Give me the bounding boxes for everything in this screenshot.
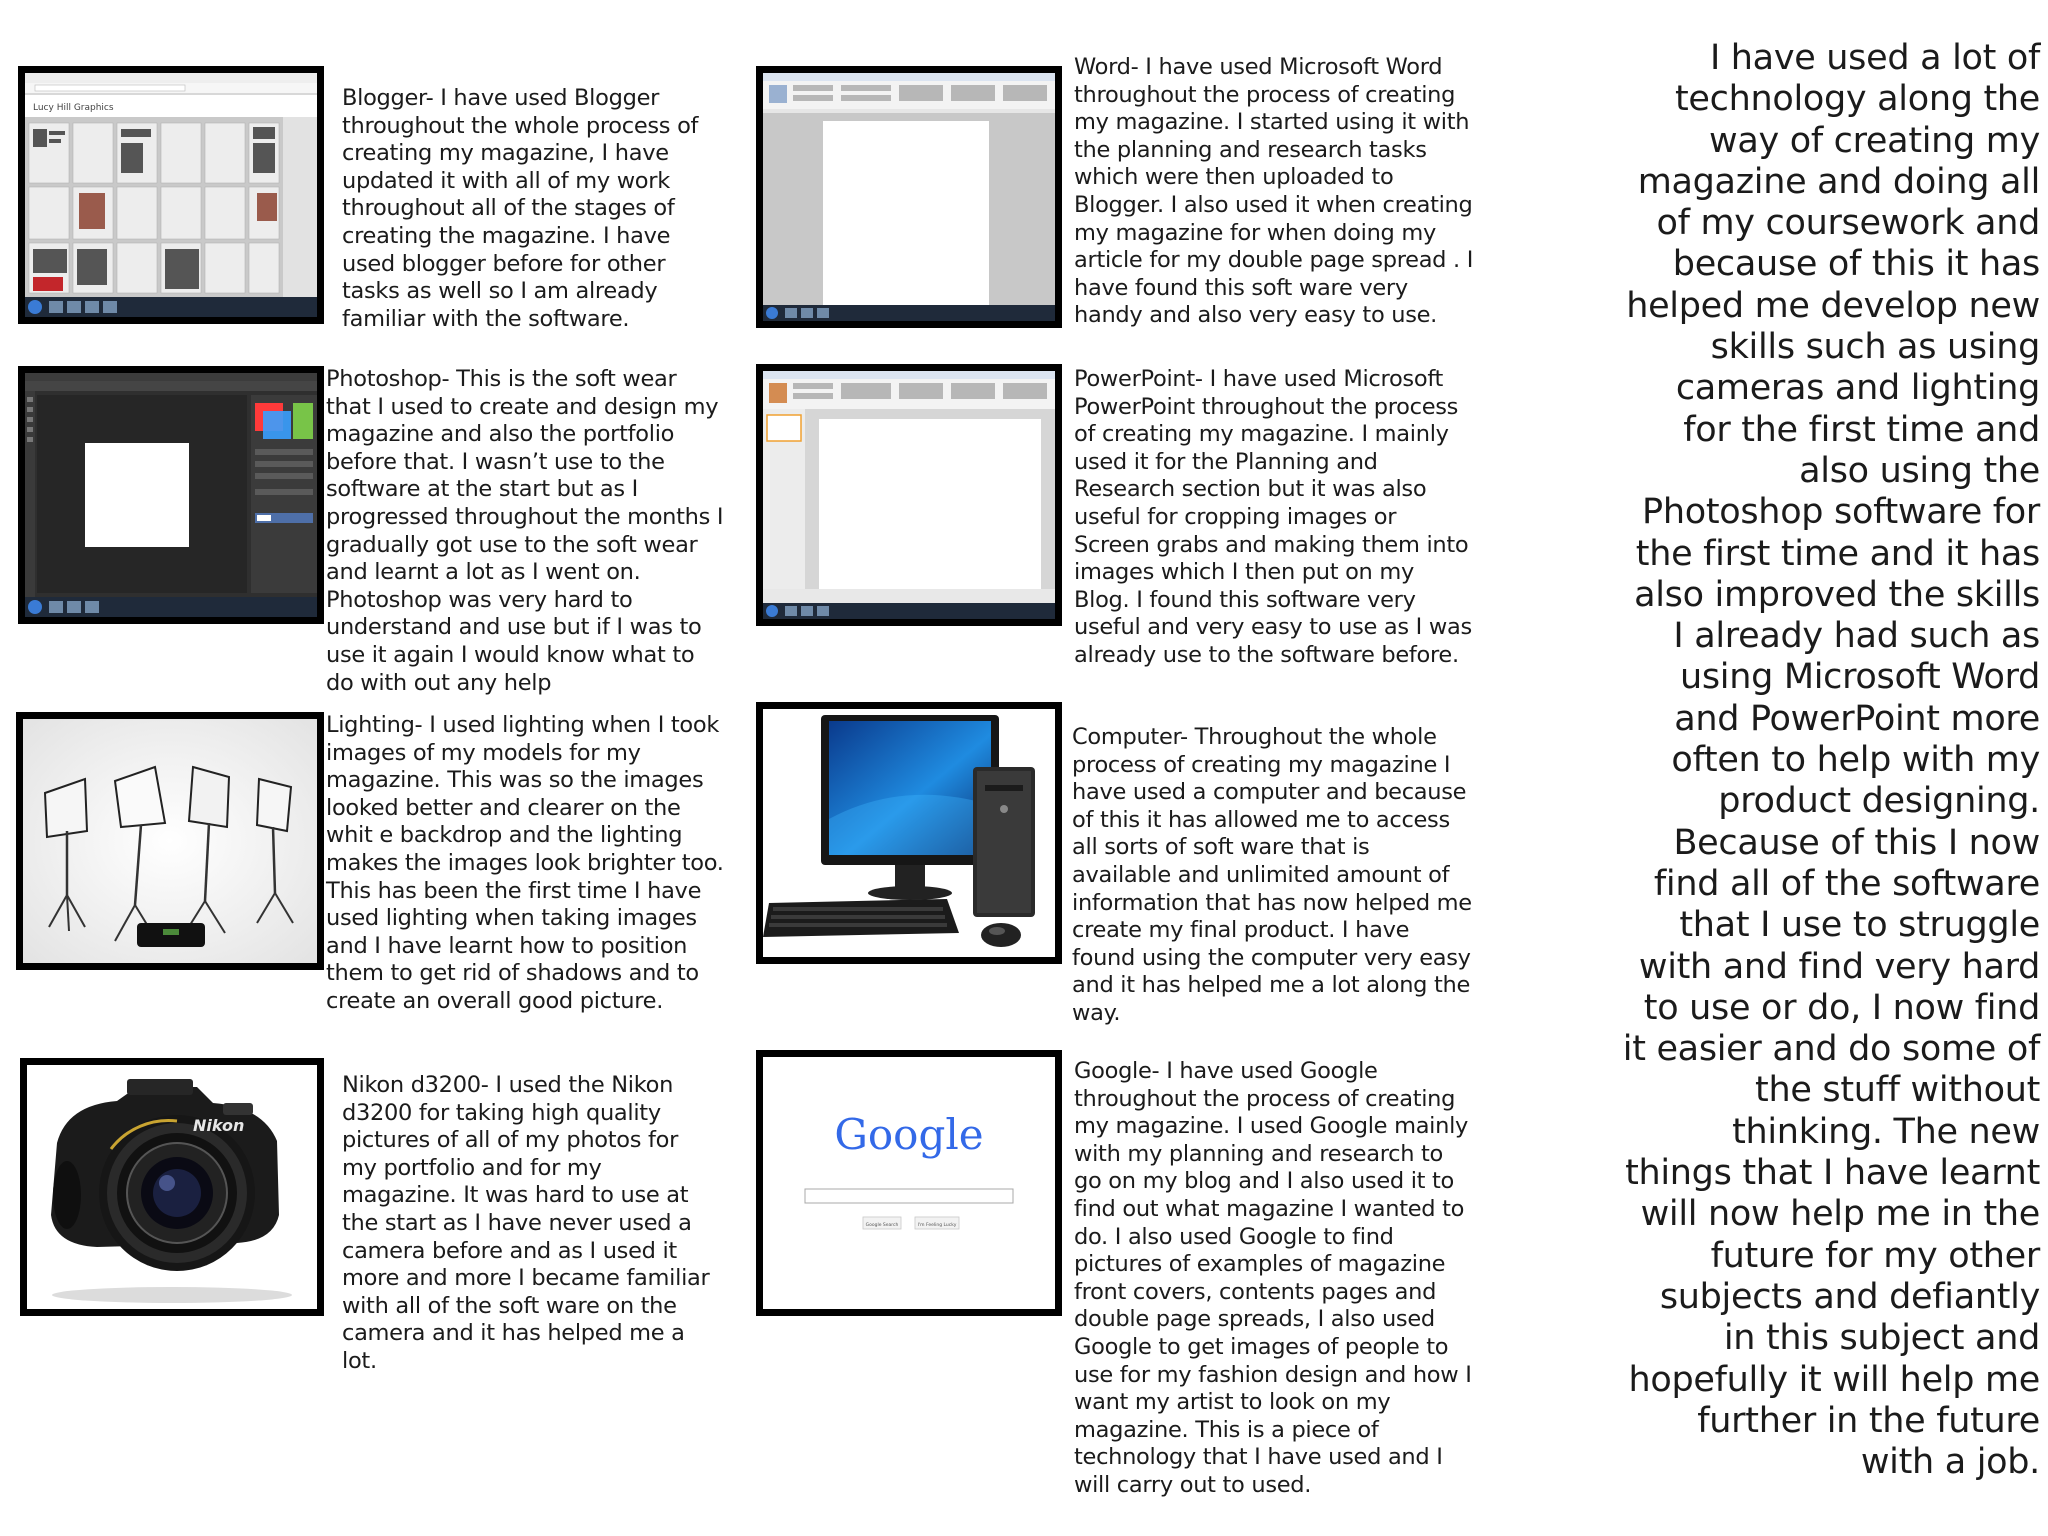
- lighting-photo: [16, 712, 324, 970]
- word-screenshot: [756, 66, 1062, 328]
- photoshop-description: Photoshop- This is the soft wear that I used to create and design my magazine and also the portfolio before that. I wasn’t use to the software at the start but as I progressed throughout the months I gradually got use to the soft wear and learnt a lot as I went on. Photoshop was very hard to understand and use but if I was to use it again I would know what to do with out any help: [326, 366, 724, 696]
- blogger-screenshot-art: [25, 73, 317, 317]
- nikon-camera-photo: [20, 1058, 324, 1316]
- google-homepage-art: [763, 1057, 1055, 1309]
- blogger-title-text: Lucy Hill Graphics: [33, 103, 114, 113]
- word-description: Word- I have used Microsoft Word throughout the process of creating my magazine. I started using it with the planning and research tasks which were then uploaded to Blogger. I also used it when creating my magazine for when doing my article for my double page spread . I have found this soft ware very handy and also very easy to use.: [1074, 54, 1474, 329]
- photoshop-screenshot-art: [25, 373, 317, 617]
- powerpoint-screenshot: [756, 364, 1062, 626]
- google-screenshot: [756, 1050, 1062, 1316]
- google-description: Google- I have used Google throughout the process of creating my magazine. I used Google mainly with my planning and research to go on my blog and I also used it to find out what magazine I wanted to do. I also used Google to find pictures of examples of magazine front covers, contents pages and double page spreads, I also used Google to get images of people to use for my fashion design and how I want my artist to look on my magazine. This is a piece of technology that I have used and I will carry out to used.: [1074, 1058, 1472, 1498]
- google-search-button: Google Search: [865, 1223, 899, 1228]
- summary-paragraph: I have used a lot of technology along the way of creating my magazine and doing all of my coursework and because of this it has helped me develop new skills such as using cameras and lighting for the first time and also using the Photoshop software for the first time and it has also improved the skills I already had such as using Microsoft Word and PowerPoint more often to help with my product designing. Because of this I now find all of the software that I use to struggle with and find very hard to use or do, I now find it easier and do some of the stuff without thinking. The new things that I have learnt will now help me in the future for my other subjects and defiantly in this subject and hopefully it will help me further in the future with a job.: [1622, 38, 2040, 1483]
- blogger-description: Blogger- I have used Blogger throughout the whole process of creating my magazine, I have updated it with all of my work throughout all of the stages of creating the magazine. I have used blogger before for other tasks as well so I am already familiar with the software.: [342, 85, 699, 332]
- computer-description: Computer- Throughout the whole process of creating my magazine I have used a computer and because of this it has allowed me to access all sorts of soft ware that is available and unlimited amount of information that has now helped me create my final product. I have found using the computer very easy and it has helped me a lot along the way.: [1072, 724, 1472, 1026]
- nikon-description: Nikon d3200- I used the Nikon d3200 for taking high quality pictures of all of my photos for my portfolio and for my magazine. It was hard to use at the start as I have never used a camera before and as I used it more and more I became familiar with all of the soft ware on the camera and it has helped me a lot.: [342, 1072, 710, 1374]
- powerpoint-description: PowerPoint- I have used Microsoft PowerPoint throughout the process of creating my magazine. I mainly used it for the Planning and Research section but it was also useful for cropping images or Screen grabs and making them into images which I then put on my Blog. I found this software very useful and very easy to use as I was already use to the software before.: [1074, 366, 1472, 668]
- nikon-brand-text: Nikon: [193, 1116, 245, 1135]
- computer-photo: [756, 702, 1062, 964]
- lighting-description: Lighting- I used lighting when I took images of my models for my magazine. This was so the images looked better and clearer on the whit e backdrop and the lighting makes the images look brighter too. This has been the first time I have used lighting when taking images and I have learnt how to position them to get rid of shadows and to create an overall good picture.: [326, 712, 724, 1014]
- desktop-computer-art: [763, 709, 1055, 957]
- google-logo-text: Google: [834, 1110, 984, 1159]
- word-screenshot-art: [763, 73, 1055, 321]
- google-lucky-button: I'm Feeling Lucky: [917, 1223, 957, 1228]
- blogger-screenshot: [18, 66, 324, 324]
- photoshop-screenshot: [18, 366, 324, 624]
- camera-art: [27, 1065, 317, 1309]
- studio-lights-art: [23, 719, 317, 963]
- powerpoint-screenshot-art: [763, 371, 1055, 619]
